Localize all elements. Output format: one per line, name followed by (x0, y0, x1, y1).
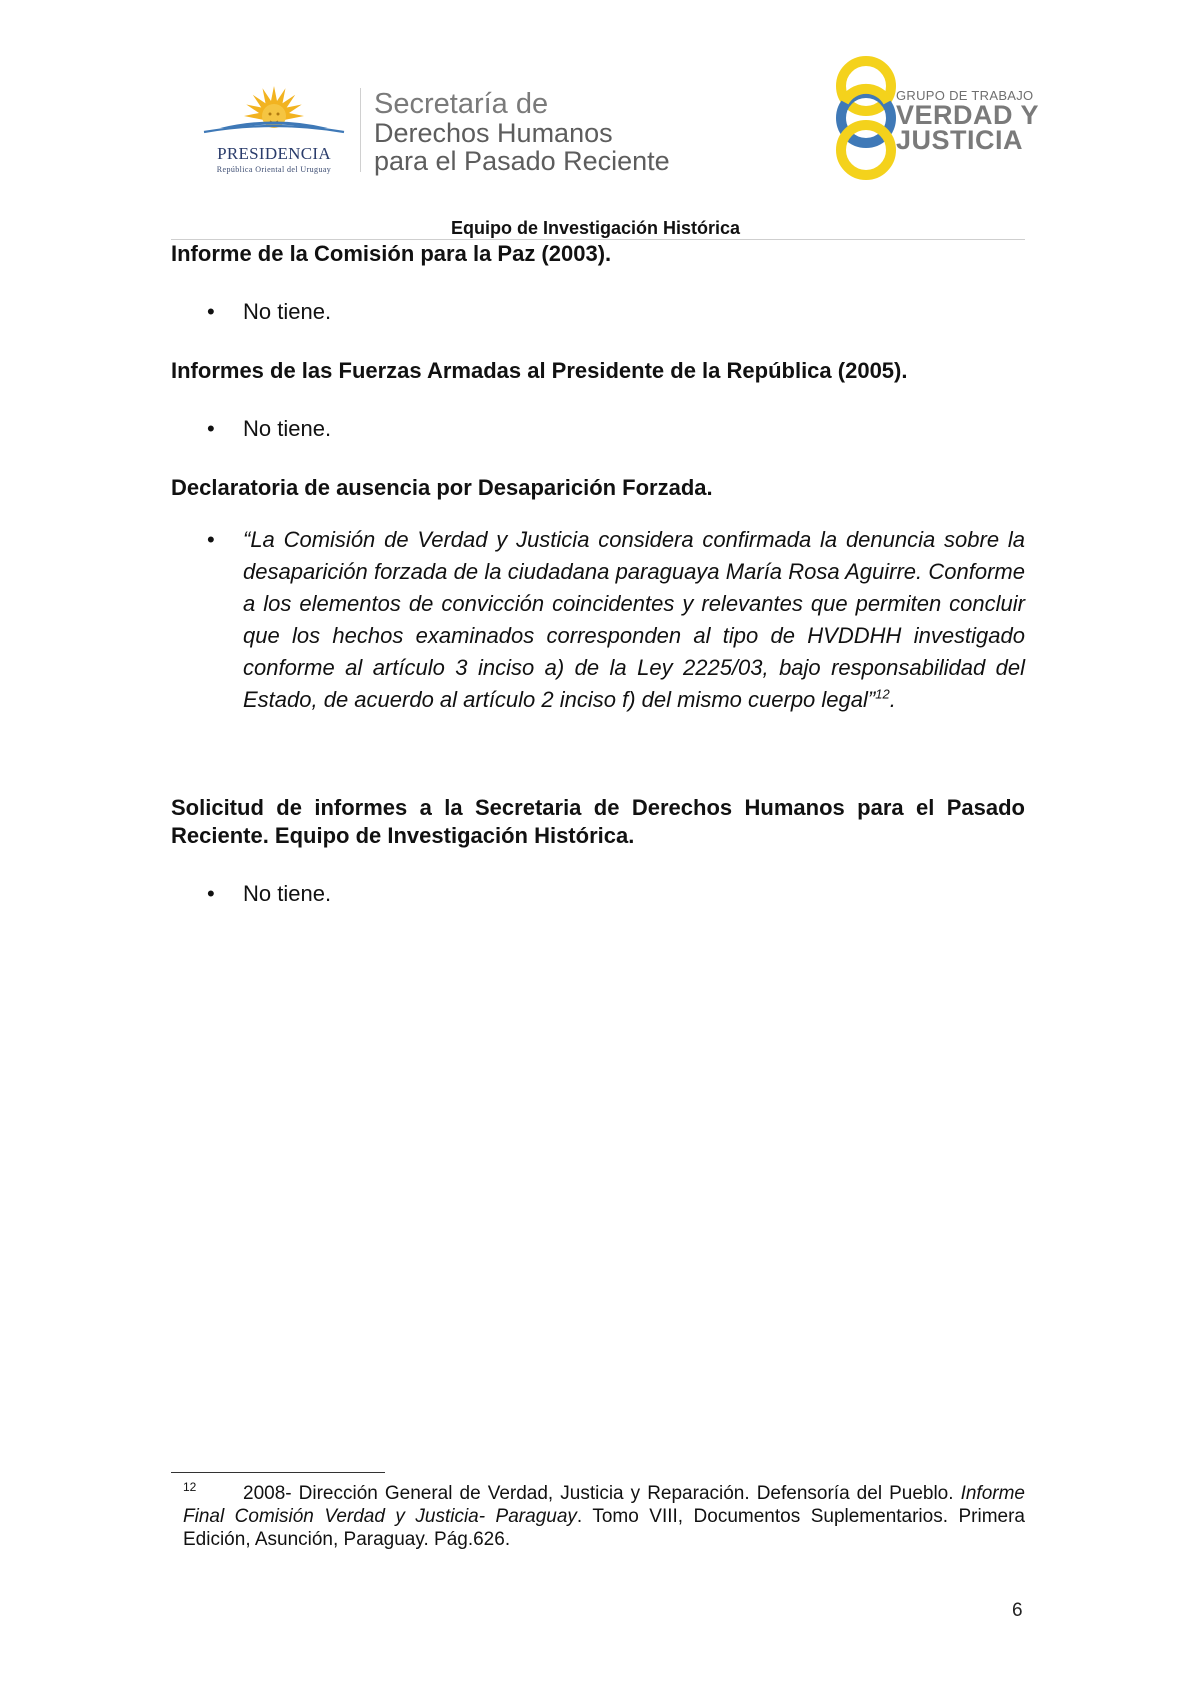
bullet-icon: • (207, 299, 215, 324)
verdad-justicia-logo-text (896, 88, 1039, 153)
footnote-number: 12 (183, 1480, 197, 1494)
footnote-title: Informe Final Comisión Verdad y Justicia- Paraguay (183, 1483, 1025, 1527)
secretaria-line-1: Secretaría de (374, 88, 549, 120)
republica-label: República Oriental del Uruguay (216, 165, 332, 174)
footnote-part-1: 2008- Dirección General de Verdad, Justicia y Reparación. Defensoría del Pueblo. (243, 1483, 961, 1504)
section-heading: Informe de la Comisión para la Paz (2003). (171, 241, 612, 266)
list-item-text: No tiene. (243, 299, 332, 324)
quote-end: . (889, 687, 896, 712)
list-item-text: No tiene. (243, 881, 332, 906)
secretaria-line-2: Derechos Humanos (374, 118, 613, 148)
footnote-text (183, 1482, 1025, 1551)
quote-text: “La Comisión de Verdad y Justicia considera confirmada la denuncia sobre la desaparición forzada de la ciudadana paraguaya María Rosa Aguirre. Conforme a los elementos de convicción coincidentes y relevantes que permiten concluir que los hechos examinados corresponden al tipo de HVDDHH investigado conforme al artículo 3 inciso a) de la Ley 2225/03, bajo responsabilidad del Estado, de acuerdo al artículo 2 inciso f) del mismo cuerpo legal” (243, 527, 1025, 712)
section-heading: Solicitud de informes a la Secretaria de Derechos Humanos para el Pasado Reciente. Equipo de Investigación Histórica. (171, 795, 1025, 848)
section-heading: Informes de las Fuerzas Armadas al Presidente de la República (2005). (171, 358, 908, 383)
page-number: 6 (1012, 1600, 1023, 1621)
vj-line-2: JUSTICIA (896, 125, 1024, 155)
secretaria-logo-text (374, 90, 670, 175)
presidencia-label: PRESIDENCIA (217, 144, 331, 163)
logo-divider (360, 88, 361, 172)
footnote-reference: 12 (875, 686, 890, 702)
list-item-text: No tiene. (243, 416, 332, 441)
bullet-icon: • (207, 416, 215, 441)
bullet-icon: • (207, 881, 215, 906)
footnote-rule (171, 1472, 385, 1473)
section-heading: Declaratoria de ausencia por Desaparición Forzada. (171, 475, 713, 500)
footnote-part-2: . Tomo VIII, Documentos Suplementarios. Primera Edición, Asunción, Paraguay. Pág.626. (183, 1506, 1025, 1550)
bullet-icon: • (207, 527, 215, 552)
quoted-declaration (243, 524, 1025, 716)
running-header: Equipo de Investigación Histórica (450, 218, 741, 238)
secretaria-line-3: para el Pasado Reciente (374, 146, 670, 176)
vj-line-1: VERDAD Y (896, 100, 1040, 130)
vj-small-label: GRUPO DE TRABAJO (896, 88, 1034, 103)
